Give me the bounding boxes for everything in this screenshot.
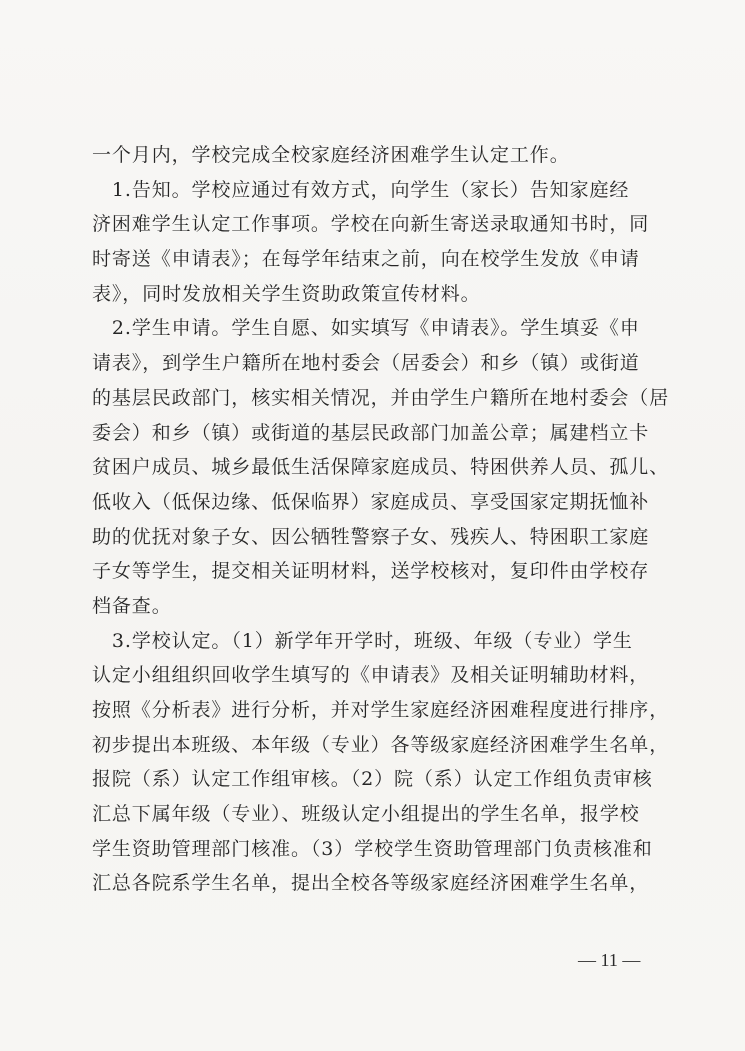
text-line: 低收入（低保边缘、低保临界）家庭成员、享受国家定期抚恤补 [92, 490, 650, 513]
text-line: 档备查。 [92, 594, 172, 617]
text-line: 一个月内，学校完成全校家庭经济困难学生认定工作。 [92, 144, 570, 166]
text-line: 助的优抚对象子女、因公牺牲警察子女、残疾人、特困职工家庭 [92, 525, 650, 548]
text-line: 时寄送《申请表》；在每学年结束之前，向在校学生发放《申请 [92, 248, 640, 271]
text-line: 按照《分析表》进行分析，并对学生家庭经济困难程度进行排序， [92, 699, 670, 721]
text-line: 的基层民政部门，核实相关情况，并由学生户籍所在地村委会（居 [92, 386, 670, 409]
text-line: 学生资助管理部门核准。（3）学校学生资助管理部门负责核准和 [92, 837, 653, 860]
text-line: 请表》，到学生户籍所在地村委会（居委会）和乡（镇）或街道 [92, 352, 640, 375]
page-number: — 11 — [578, 950, 641, 970]
text-line: 初步提出本班级、本年级（专业）各等级家庭经济困难学生名单， [92, 733, 670, 756]
text-line: 3.学校认定。（1）新学年开学时，班级、年级（专业）学生 [92, 629, 633, 652]
text-line: 2.学生申请。学生自愿、如实填写《申请表》。学生填妥《申 [92, 317, 640, 340]
text-line: 子女等学生，提交相关证明材料，送学校核对，复印件由学校存 [92, 560, 650, 583]
text-line: 表》，同时发放相关学生资助政策宣传材料。 [92, 282, 481, 305]
text-line: 汇总各院系学生名单，提出全校各等级家庭经济困难学生名单， [92, 872, 650, 895]
text-line: 报院（系）认定工作组审核。（2）院（系）认定工作组负责审核 [92, 768, 653, 791]
text-line: 1.告知。学校应通过有效方式，向学生（家长）告知家庭经 [92, 178, 630, 201]
text-line: 委会）和乡（镇）或街道的基层民政部门加盖公章；属建档立卡 [92, 421, 650, 444]
text-line: 认定小组组织回收学生填写的《申请表》及相关证明辅助材料， [92, 664, 650, 687]
document-body [92, 138, 670, 901]
text-line: 汇总下属年级（专业）、班级认定小组提出的学生名单，报学校 [92, 803, 640, 826]
text-line: 济困难学生认定工作事项。学校在向新生寄送录取通知书时，同 [92, 213, 650, 236]
text-line: 贫困户成员、城乡最低生活保障家庭成员、特困供养人员、孤儿、 [92, 456, 670, 479]
